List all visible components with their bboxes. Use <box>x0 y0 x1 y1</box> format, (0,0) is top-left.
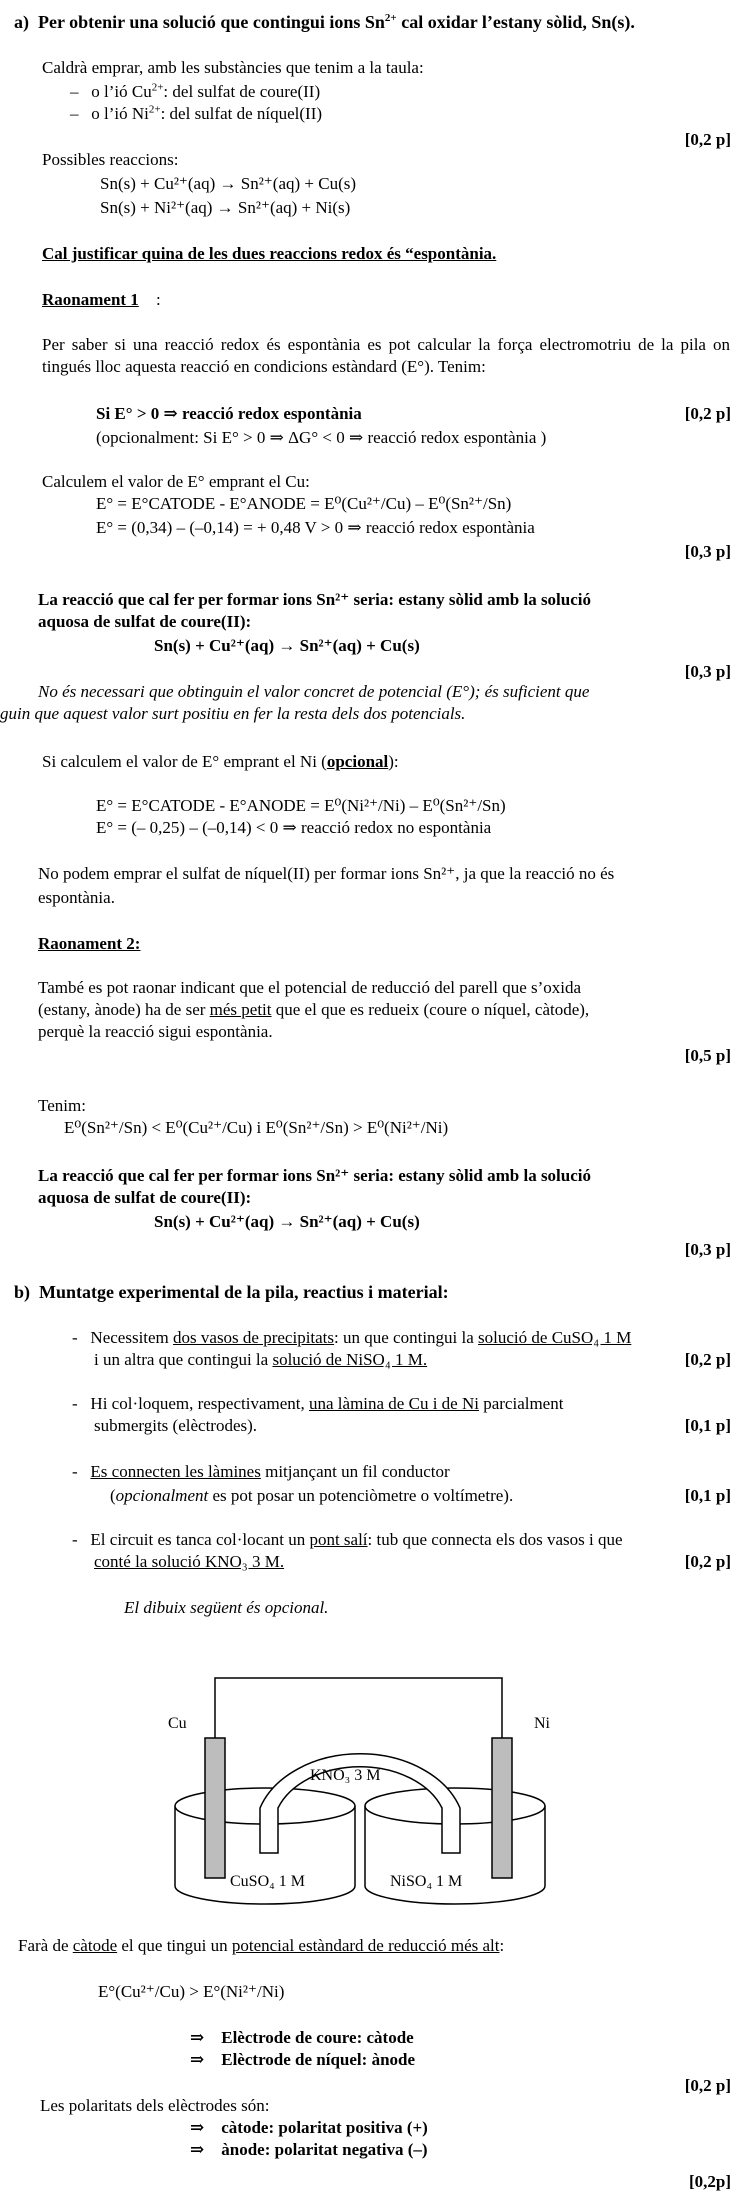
conclusion2-reaction: Sn(s) + Cu²⁺(aq) → Sn²⁺(aq) + Cu(s) <box>154 1212 420 1231</box>
calc-line1: E° = E°CATODE - E°ANODE = E⁰(Cu²⁺/Cu) – E⁰(Sn²⁺/Sn) <box>96 494 512 513</box>
conclusion2-line1: La reacció que cal fer per formar ions Sn²⁺ seria: estany sòlid amb la solució <box>38 1166 592 1185</box>
ni-line2: E° = (– 0,25) – (–0,14) < 0 ⇒ reacció redox no espontània <box>96 818 492 837</box>
reaction-cu: Sn(s) + Cu²⁺(aq) → Sn²⁺(aq) + Cu(s) <box>100 174 357 193</box>
ni-electrode-label: Ni <box>534 1715 550 1732</box>
calc-line2: E° = (0,34) – (–0,14) = + 0,48 V > 0 ⇒ reacció redox espontània <box>96 518 535 537</box>
conclusion2-points: [0,3 p] <box>684 1240 731 1259</box>
item4-points: [0,2 p] <box>684 1552 731 1571</box>
part-a-heading-text: Per obtenir una solució que contingui ions Sn <box>38 12 385 32</box>
points-options: [0,2 p] <box>684 130 731 149</box>
optional-note: (opcionalment: Si E° > 0 ⇒ ΔG° < 0 ⇒ reacció redox espontània ) <box>96 428 547 447</box>
item2-points: [0,1 p] <box>684 1416 731 1435</box>
item1-points: [0,2 p] <box>684 1350 731 1369</box>
polarity-points: [0,2p] <box>688 2172 731 2191</box>
polarities-label: Les polaritats dels elèctrodes són: <box>40 2096 270 2115</box>
justify-label: Cal justificar quina de les dues reaccions redox és “espontània. <box>42 244 497 263</box>
raonament2-line3: perquè la reacció sigui espontània. <box>38 1022 273 1041</box>
conclusion1-line2: aquosa de sulfat de coure(II): <box>38 612 252 631</box>
ni-calc-label: Si calculem el valor de E° emprant el Ni (opcional): <box>42 752 399 771</box>
implication-points: [0,2 p] <box>684 2076 731 2095</box>
polarity2: ⇒ ànode: polaritat negativa (–) <box>190 2140 428 2159</box>
conclusion1-points: [0,3 p] <box>684 662 731 681</box>
conclusion1-reaction: Sn(s) + Cu²⁺(aq) → Sn²⁺(aq) + Cu(s) <box>154 636 420 655</box>
item1-line1: - Necessitem dos vasos de precipitats: un que contingui la solució de CuSO₄ 1 M <box>72 1328 632 1347</box>
item3-line1: - Es connecten les làmines mitjançant un fil conductor <box>72 1462 450 1481</box>
connecting-wire <box>215 1678 502 1738</box>
calc-label: Calculem el valor de E° emprant el Cu: <box>42 472 310 491</box>
raonament1-paragraph: Per saber si una reacció redox és espontània es pot calcular la força electromotriu de la pila on tingués lloc aquesta reacció en condicions estàndard (E°). Tenim: <box>42 335 730 376</box>
criterion-points: [0,2 p] <box>684 404 731 423</box>
tenim-label: Tenim: <box>38 1096 86 1115</box>
part-b-heading: b) Muntatge experimental de la pila, reactius i material: <box>14 1282 449 1302</box>
cu-electrode-label: Cu <box>168 1715 187 1732</box>
drawing-note: El dibuix següent és opcional. <box>124 1598 329 1617</box>
cu-electrode <box>205 1738 225 1878</box>
item1-line2: i un altra que contingui la solució de NiSO₄ 1 M. <box>94 1350 428 1369</box>
reaction-ni: Sn(s) + Ni²⁺(aq) → Sn²⁺(aq) + Ni(s) <box>100 198 351 217</box>
raonament2-line2: (estany, ànode) ha de ser més petit que el que es redueix (coure o níquel, càtode), <box>38 1000 590 1019</box>
item3-points: [0,1 p] <box>684 1486 731 1505</box>
implication2: ⇒ Elèctrode de níquel: ànode <box>190 2050 416 2069</box>
ni-line1: E° = E°CATODE - E°ANODE = E⁰(Ni²⁺/Ni) – E⁰(Sn²⁺/Sn) <box>96 796 506 815</box>
item3-line2: (opcionalment es pot posar un potenciòmetre o voltímetre). <box>110 1486 514 1505</box>
part-a-heading-end: cal oxidar l’estany sòlid, Sn(s). <box>396 12 635 32</box>
intro-text: Caldrà emprar, amb les substàncies que tenim a la taula: <box>42 58 424 77</box>
left-solution-label: CuSO₄ 1 M <box>230 1873 305 1890</box>
criterion: Si E° > 0 ⇒ reacció redox espontània <box>96 404 362 423</box>
galvanic-cell-diagram <box>160 1668 560 1908</box>
part-a-label: a) <box>14 12 29 32</box>
polarity1: ⇒ càtode: polaritat positiva (+) <box>190 2118 428 2137</box>
raonament1-title: Raonament 1 <box>42 290 139 309</box>
option-ni: – o l’ió $Ni^{2+}$: del sulfat de níquel(II) <box>70 103 323 123</box>
conclusion2-line2: aquosa de sulfat de coure(II): <box>38 1188 252 1207</box>
bridge-label: KNO₃ 3 M <box>310 1767 381 1784</box>
implication1: ⇒ Elèctrode de coure: càtode <box>190 2028 414 2047</box>
option-cu: – o l’ió $Cu^{2+}$: del sulfat de coure(II) <box>70 81 321 101</box>
conclusion1-line1: La reacció que cal fer per formar ions Sn²⁺ seria: estany sòlid amb la solució <box>38 590 592 609</box>
potential-comparison: E°(Cu²⁺/Cu) > E°(Ni²⁺/Ni) <box>98 1982 285 2001</box>
right-solution-label: NiSO₄ 1 M <box>390 1873 463 1890</box>
note-line1: No és necessari que obtinguin el valor concret de potencial (E°); és suficient que <box>38 682 590 701</box>
calc-points: [0,3 p] <box>684 542 731 561</box>
ni-conclusion-line2: espontània. <box>38 888 115 907</box>
item2-line2: submergits (elèctrodes). <box>94 1416 258 1435</box>
item4-line1: - El circuit es tanca col·locant un pont salí: tub que connecta els dos vasos i que <box>72 1530 623 1549</box>
part-a-heading: a) Per obtenir una solució que contingui ions $Sn^{2+}$ cal oxidar l’estany sòlid, Sn(s). <box>14 12 635 32</box>
ni-electrode <box>492 1738 512 1878</box>
raonament2-line1: També es pot raonar indicant que el potencial de reducció del parell que s’oxida <box>38 978 582 997</box>
raonament2-title: Raonament 2: <box>38 934 141 953</box>
item4-line2: conté la solució KNO₃ 3 M. <box>94 1552 285 1571</box>
item2-line1: - Hi col·loquem, respectivament, una làmina de Cu i de Ni parcialment <box>72 1394 564 1413</box>
note-line2: guin que aquest valor surt positiu en fer la resta dels dos potencials. <box>0 704 466 723</box>
raonament2-points: [0,5 p] <box>684 1046 731 1065</box>
ni-conclusion-line1: No podem emprar el sulfat de níquel(II) per formar ions Sn²⁺, ja que la reacció no és <box>38 864 615 883</box>
inequality: E⁰(Sn²⁺/Sn) < E⁰(Cu²⁺/Cu) i E⁰(Sn²⁺/Sn) > E⁰(Ni²⁺/Ni) <box>64 1118 449 1137</box>
possible-reactions-label: Possibles reaccions: <box>42 150 179 169</box>
cathode-rule: Farà de càtode el que tingui un potencial estàndard de reducció més alt: <box>18 1936 505 1955</box>
